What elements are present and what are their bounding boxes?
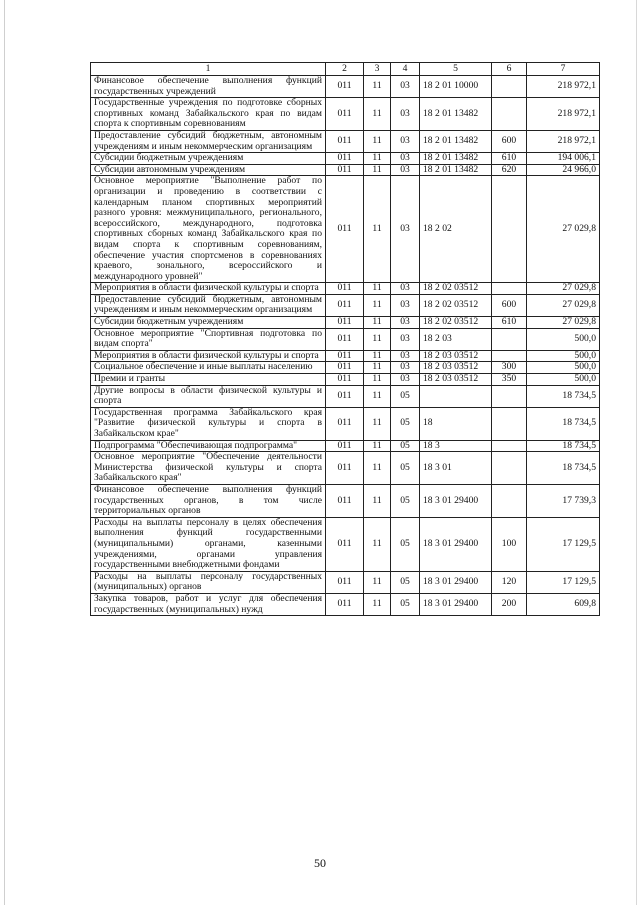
row-amount: 194 006,1 xyxy=(527,153,600,165)
row-target-article xyxy=(420,385,492,407)
row-section: 11 xyxy=(364,294,391,316)
row-amount: 18 734,5 xyxy=(527,407,600,440)
scan-edge-left xyxy=(4,0,5,905)
row-section: 11 xyxy=(364,317,391,329)
row-name: Мероприятия в области физической культуры и спорта xyxy=(91,350,326,362)
row-section: 11 xyxy=(364,517,391,571)
header-col-4: 4 xyxy=(391,63,420,76)
row-expense-type: 600 xyxy=(492,130,527,152)
row-admin-code: 011 xyxy=(326,76,364,98)
row-target-article: 18 xyxy=(420,407,492,440)
row-admin-code: 011 xyxy=(326,98,364,131)
row-name: Субсидии бюджетным учреждениям xyxy=(91,317,326,329)
row-section: 11 xyxy=(364,164,391,176)
row-target-article: 18 2 03 xyxy=(420,328,492,350)
table-row xyxy=(91,517,600,571)
row-amount: 218 972,1 xyxy=(527,76,600,98)
table-row xyxy=(91,452,600,485)
row-admin-code: 011 xyxy=(326,130,364,152)
table-row xyxy=(91,385,600,407)
row-name: Подпрограмма "Обеспечивающая подпрограмма" xyxy=(91,440,326,452)
row-amount: 18 734,5 xyxy=(527,452,600,485)
row-section: 11 xyxy=(364,571,391,593)
row-subsection: 05 xyxy=(391,452,420,485)
row-section: 11 xyxy=(364,374,391,386)
row-admin-code: 011 xyxy=(326,176,364,283)
row-amount: 17 129,5 xyxy=(527,571,600,593)
row-target-article: 18 2 03 03512 xyxy=(420,362,492,374)
row-name: Закупка товаров, работ и услуг для обеспечения государственных (муниципальных) нужд xyxy=(91,593,326,615)
header-col-2: 2 xyxy=(326,63,364,76)
row-expense-type: 100 xyxy=(492,517,527,571)
row-section: 11 xyxy=(364,452,391,485)
row-name: Мероприятия в области физической культуры и спорта xyxy=(91,283,326,295)
row-amount: 500,0 xyxy=(527,350,600,362)
table-row xyxy=(91,593,600,615)
row-subsection: 03 xyxy=(391,362,420,374)
table-row xyxy=(91,164,600,176)
row-section: 11 xyxy=(364,76,391,98)
row-amount: 609,8 xyxy=(527,593,600,615)
row-subsection: 03 xyxy=(391,283,420,295)
row-amount: 500,0 xyxy=(527,362,600,374)
row-amount: 24 966,0 xyxy=(527,164,600,176)
row-name: Расходы на выплаты персоналу в целях обеспечения выполнения функций государственными (муниципальными) органами, казенными учреждениями, органами управления государственными внебюджетными фондами xyxy=(91,517,326,571)
row-admin-code: 011 xyxy=(326,571,364,593)
row-amount: 18 734,5 xyxy=(527,440,600,452)
table-row xyxy=(91,317,600,329)
row-admin-code: 011 xyxy=(326,153,364,165)
header-col-5: 5 xyxy=(420,63,492,76)
budget-table xyxy=(90,62,600,616)
row-target-article: 18 3 01 29400 xyxy=(420,484,492,517)
row-name: Финансовое обеспечение выполнения функций государственных учреждений xyxy=(91,76,326,98)
row-amount: 27 029,8 xyxy=(527,294,600,316)
row-expense-type xyxy=(492,440,527,452)
row-admin-code: 011 xyxy=(326,328,364,350)
row-target-article: 18 2 03 03512 xyxy=(420,374,492,386)
table-body xyxy=(91,76,600,616)
table-row xyxy=(91,294,600,316)
header-col-6: 6 xyxy=(492,63,527,76)
row-subsection: 05 xyxy=(391,571,420,593)
row-target-article: 18 3 xyxy=(420,440,492,452)
row-admin-code: 011 xyxy=(326,350,364,362)
row-section: 11 xyxy=(364,362,391,374)
row-expense-type: 120 xyxy=(492,571,527,593)
row-subsection: 05 xyxy=(391,484,420,517)
table-row xyxy=(91,440,600,452)
row-target-article: 18 2 01 10000 xyxy=(420,76,492,98)
scan-edge-right xyxy=(636,0,637,905)
row-subsection: 03 xyxy=(391,164,420,176)
row-target-article: 18 3 01 29400 xyxy=(420,593,492,615)
row-expense-type: 610 xyxy=(492,153,527,165)
row-target-article: 18 2 03 03512 xyxy=(420,350,492,362)
row-amount: 218 972,1 xyxy=(527,98,600,131)
row-section: 11 xyxy=(364,593,391,615)
row-name: Основное мероприятие "Выполнение работ по организации и проведению в соответствии с календарным планом спортивных мероприятий разного уровня: межмуниципального, регионального, всероссийского, международного, подготовка спортивных сборных команд Забайкальского края по видам спорта к спортивным соревнованиям, обеспечение участия спортсменов в соревнованиях краевого, зонального, всероссийского и международного уровней" xyxy=(91,176,326,283)
row-expense-type xyxy=(492,484,527,517)
row-expense-type xyxy=(492,328,527,350)
row-amount: 500,0 xyxy=(527,328,600,350)
row-subsection: 03 xyxy=(391,76,420,98)
row-admin-code: 011 xyxy=(326,407,364,440)
row-amount: 27 029,8 xyxy=(527,176,600,283)
row-name: Основное мероприятие "Спортивная подготовка по видам спорта" xyxy=(91,328,326,350)
row-subsection: 03 xyxy=(391,294,420,316)
table-row xyxy=(91,374,600,386)
row-section: 11 xyxy=(364,98,391,131)
row-section: 11 xyxy=(364,440,391,452)
table-row xyxy=(91,130,600,152)
row-section: 11 xyxy=(364,484,391,517)
row-subsection: 05 xyxy=(391,407,420,440)
table-row xyxy=(91,328,600,350)
row-expense-type xyxy=(492,283,527,295)
row-admin-code: 011 xyxy=(326,374,364,386)
row-admin-code: 011 xyxy=(326,517,364,571)
row-subsection: 05 xyxy=(391,517,420,571)
row-section: 11 xyxy=(364,283,391,295)
row-target-article: 18 2 02 xyxy=(420,176,492,283)
row-subsection: 03 xyxy=(391,317,420,329)
table-row xyxy=(91,76,600,98)
row-target-article: 18 2 01 13482 xyxy=(420,153,492,165)
row-expense-type: 610 xyxy=(492,317,527,329)
row-section: 11 xyxy=(364,130,391,152)
header-col-7: 7 xyxy=(527,63,600,76)
row-section: 11 xyxy=(364,385,391,407)
row-amount: 17 129,5 xyxy=(527,517,600,571)
table-row xyxy=(91,283,600,295)
row-section: 11 xyxy=(364,407,391,440)
table-row xyxy=(91,153,600,165)
row-name: Субсидии бюджетным учреждениям xyxy=(91,153,326,165)
row-expense-type xyxy=(492,407,527,440)
row-admin-code: 011 xyxy=(326,283,364,295)
row-expense-type: 300 xyxy=(492,362,527,374)
row-target-article: 18 2 01 13482 xyxy=(420,130,492,152)
row-section: 11 xyxy=(364,153,391,165)
row-amount: 218 972,1 xyxy=(527,130,600,152)
table-row xyxy=(91,98,600,131)
row-expense-type xyxy=(492,385,527,407)
row-name: Предоставление субсидий бюджетным, автономным учреждениям и иным некоммерческим организациям xyxy=(91,294,326,316)
row-target-article: 18 3 01 29400 xyxy=(420,571,492,593)
row-expense-type xyxy=(492,452,527,485)
header-row xyxy=(91,63,600,76)
header-col-1: 1 xyxy=(91,63,326,76)
row-amount: 500,0 xyxy=(527,374,600,386)
page-number: 50 xyxy=(314,856,326,870)
row-name: Предоставление субсидий бюджетным, автономным учреждениям и иным некоммерческим организациям xyxy=(91,130,326,152)
row-section: 11 xyxy=(364,176,391,283)
row-name: Расходы на выплаты персоналу государственных (муниципальных) органов xyxy=(91,571,326,593)
row-admin-code: 011 xyxy=(326,385,364,407)
row-expense-type: 350 xyxy=(492,374,527,386)
row-amount: 27 029,8 xyxy=(527,283,600,295)
table-row xyxy=(91,484,600,517)
row-section: 11 xyxy=(364,328,391,350)
row-name: Социальное обеспечение и иные выплаты населению xyxy=(91,362,326,374)
row-amount: 17 739,3 xyxy=(527,484,600,517)
row-subsection: 05 xyxy=(391,385,420,407)
table-row xyxy=(91,571,600,593)
row-expense-type xyxy=(492,350,527,362)
row-subsection: 05 xyxy=(391,593,420,615)
row-name: Государственная программа Забайкальского края "Развитие физической культуры и спорта в Забайкальском крае" xyxy=(91,407,326,440)
row-name: Финансовое обеспечение выполнения функций государственных органов, в том числе территориальных органов xyxy=(91,484,326,517)
row-subsection: 05 xyxy=(391,440,420,452)
row-admin-code: 011 xyxy=(326,452,364,485)
row-expense-type: 200 xyxy=(492,593,527,615)
row-expense-type xyxy=(492,98,527,131)
row-target-article: 18 3 01 xyxy=(420,452,492,485)
row-admin-code: 011 xyxy=(326,440,364,452)
table-row xyxy=(91,176,600,283)
row-target-article: 18 2 02 03512 xyxy=(420,294,492,316)
row-expense-type: 600 xyxy=(492,294,527,316)
row-name: Премии и гранты xyxy=(91,374,326,386)
row-expense-type: 620 xyxy=(492,164,527,176)
row-name: Другие вопросы в области физической культуры и спорта xyxy=(91,385,326,407)
row-subsection: 03 xyxy=(391,130,420,152)
row-target-article: 18 2 01 13482 xyxy=(420,164,492,176)
row-section: 11 xyxy=(364,350,391,362)
row-target-article: 18 2 02 03512 xyxy=(420,283,492,295)
row-admin-code: 011 xyxy=(326,593,364,615)
row-admin-code: 011 xyxy=(326,484,364,517)
row-subsection: 03 xyxy=(391,176,420,283)
row-subsection: 03 xyxy=(391,98,420,131)
table-row xyxy=(91,350,600,362)
row-subsection: 03 xyxy=(391,153,420,165)
row-name: Субсидии автономным учреждениям xyxy=(91,164,326,176)
row-expense-type xyxy=(492,176,527,283)
row-target-article: 18 3 01 29400 xyxy=(420,517,492,571)
row-subsection: 03 xyxy=(391,374,420,386)
row-amount: 18 734,5 xyxy=(527,385,600,407)
row-name: Основное мероприятие "Обеспечение деятельности Министерства физической культуры и спорта Забайкальского края" xyxy=(91,452,326,485)
row-admin-code: 011 xyxy=(326,164,364,176)
row-target-article: 18 2 01 13482 xyxy=(420,98,492,131)
row-expense-type xyxy=(492,76,527,98)
row-admin-code: 011 xyxy=(326,294,364,316)
row-admin-code: 011 xyxy=(326,317,364,329)
row-subsection: 03 xyxy=(391,328,420,350)
row-target-article: 18 2 02 03512 xyxy=(420,317,492,329)
table-row xyxy=(91,362,600,374)
row-name: Государственные учреждения по подготовке сборных спортивных команд Забайкальского края по видам спорта к спортивным соревнованиям xyxy=(91,98,326,131)
header-col-3: 3 xyxy=(364,63,391,76)
row-subsection: 03 xyxy=(391,350,420,362)
table-row xyxy=(91,407,600,440)
row-admin-code: 011 xyxy=(326,362,364,374)
row-amount: 27 029,8 xyxy=(527,317,600,329)
